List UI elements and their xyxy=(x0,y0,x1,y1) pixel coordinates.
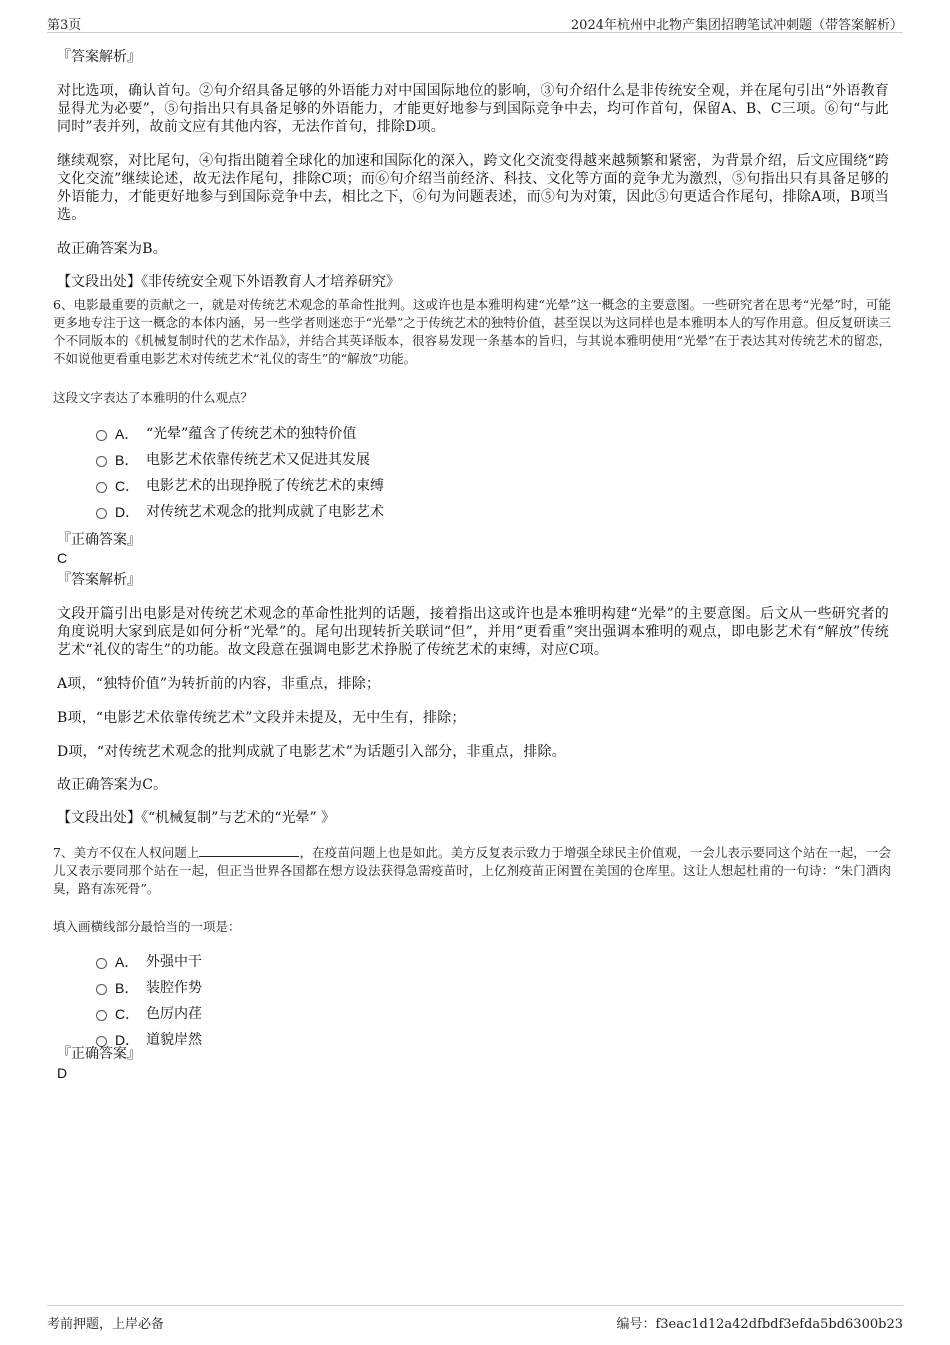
document-id: 编号：f3eac1d12a42dfbdf3efda5bd6300b23 xyxy=(616,1317,903,1332)
radio-icon[interactable] xyxy=(96,958,107,969)
correct-answer: C xyxy=(57,550,68,566)
document-title: 2024年杭州中北物产集团招聘笔试冲刺题（带答案解析） xyxy=(570,18,903,33)
analysis-paragraph: 对比选项，确认首句。②句介绍具备足够的外语能力对中国国际地位的影响，③句介绍什么是非传统安全观，并在尾句引出“外语教育显得尤为必要”，⑤句指出只有具备足够的外语能力，才能更好地参与到国际竞争中去，均可作首句，保留A、B、C三项。⑥句“与此同时”表并列，故前文应有其他内容，无法作首句，排除D项。 xyxy=(57,83,889,135)
footer-slogan: 考前押题，上岸必备 xyxy=(47,1317,165,1332)
analysis-paragraph: 继续观察，对比尾句，④句指出随着全球化的加速和国际化的深入，跨文化交流变得越来越频繁和紧密，为背景介绍，后文应围绕“跨文化交流”继续论述，故无法作尾句，排除C项；而⑥句介绍当前经济、科技、文化等方面的竞争尤为激烈，⑤句指出只有具备足够的外语能力，才能更好地参与到国际竞争中去，相比之下，⑥句为问题表述，而⑤句为对策，因此⑤句更适合作尾句，排除A项，B项当选。 xyxy=(57,153,889,223)
question-6-prompt: 这段文字表达了本雅明的什么观点？ xyxy=(53,390,254,405)
radio-icon[interactable] xyxy=(96,456,107,467)
analysis-paragraph: 文段开篇引出电影是对传统艺术观念的革命性批判的话题，接着指出这或许也是本雅明构建“光晕”的主要意图。后文从一些研究者的角度说明大家到底是如何分析“光晕”的。尾句出现转折关联词“但”，并用“更看重”突出强调本雅明的观点，即电影艺术有“解放”传统艺术“礼仪的寄生”的功能。故文段意在强调电影艺术挣脱了传统艺术的束缚，对应C项。 xyxy=(57,606,889,658)
analysis-conclusion: 故正确答案为C。 xyxy=(57,777,168,793)
fill-blank xyxy=(199,844,299,857)
radio-icon[interactable] xyxy=(96,1010,107,1021)
correct-answer-label: 『正确答案』 xyxy=(57,1046,141,1062)
page-footer xyxy=(47,1305,903,1334)
question-7-prompt: 填入画横线部分最恰当的一项是： xyxy=(53,919,241,934)
analysis-label: 『答案解析』 xyxy=(57,572,141,588)
analysis-option-d: D项，“对传统艺术观念的批判成就了电影艺术”为话题引入部分，非重点，排除。 xyxy=(57,744,566,760)
question-6-text: 6、电影最重要的贡献之一，就是对传统艺术观念的革命性批判。这或许也是本雅明构建“光晕”这一概念的主要意图。一些研究者在思考“光晕”时，可能更多地专注于这一概念的本体内涵，另一些学者则迷恋于“光晕”之于传统艺术的独特价值，甚至误以为这同样也是本雅明本人的写作用意。但反复研读三个不同版本的《机械复制时代的艺术作品》，并结合其英译版本，很容易发现一条基本的旨归，与其说本雅明使用“光晕”在于表达其对传统艺术的留恋，不如说他更看重电影艺术对传统艺术“礼仪的寄生”的“解放”功能。 xyxy=(53,297,891,366)
analysis-label: 『答案解析』 xyxy=(57,49,141,65)
question-7-text: 7、美方不仅在人权问题上 ，在疫苗问题上也是如此。美方反复表示致力于增强全球民主价值观，一会儿表示要同这个站在一起，一会儿又表示要同那个站在一起，但正当世界各国都在想方设法获得急需疫苗时，上亿剂疫苗正闲置在美国的仓库里。这让人想起杜甫的一句诗：“朱门酒肉臭，路有冻死骨”。 xyxy=(53,845,891,896)
page-number: 第3页 xyxy=(47,18,82,33)
correct-answer: D xyxy=(57,1065,68,1081)
radio-icon[interactable] xyxy=(96,430,107,441)
source-citation: 【文段出处】《非传统安全观下外语教育人才培养研究》 xyxy=(57,274,400,290)
correct-answer-label: 『正确答案』 xyxy=(57,532,141,548)
radio-icon[interactable] xyxy=(96,508,107,519)
page-header xyxy=(47,10,903,33)
source-citation: 【文段出处】《“机械复制”与艺术的“光晕” 》 xyxy=(57,810,336,826)
analysis-conclusion: 故正确答案为B。 xyxy=(57,241,167,257)
radio-icon[interactable] xyxy=(96,482,107,493)
analysis-option-a: A项，“独特价值”为转折前的内容，非重点，排除； xyxy=(57,676,381,692)
analysis-option-b: B项，“电影艺术依靠传统艺术”文段并未提及，无中生有，排除； xyxy=(57,710,466,726)
radio-icon[interactable] xyxy=(96,984,107,995)
